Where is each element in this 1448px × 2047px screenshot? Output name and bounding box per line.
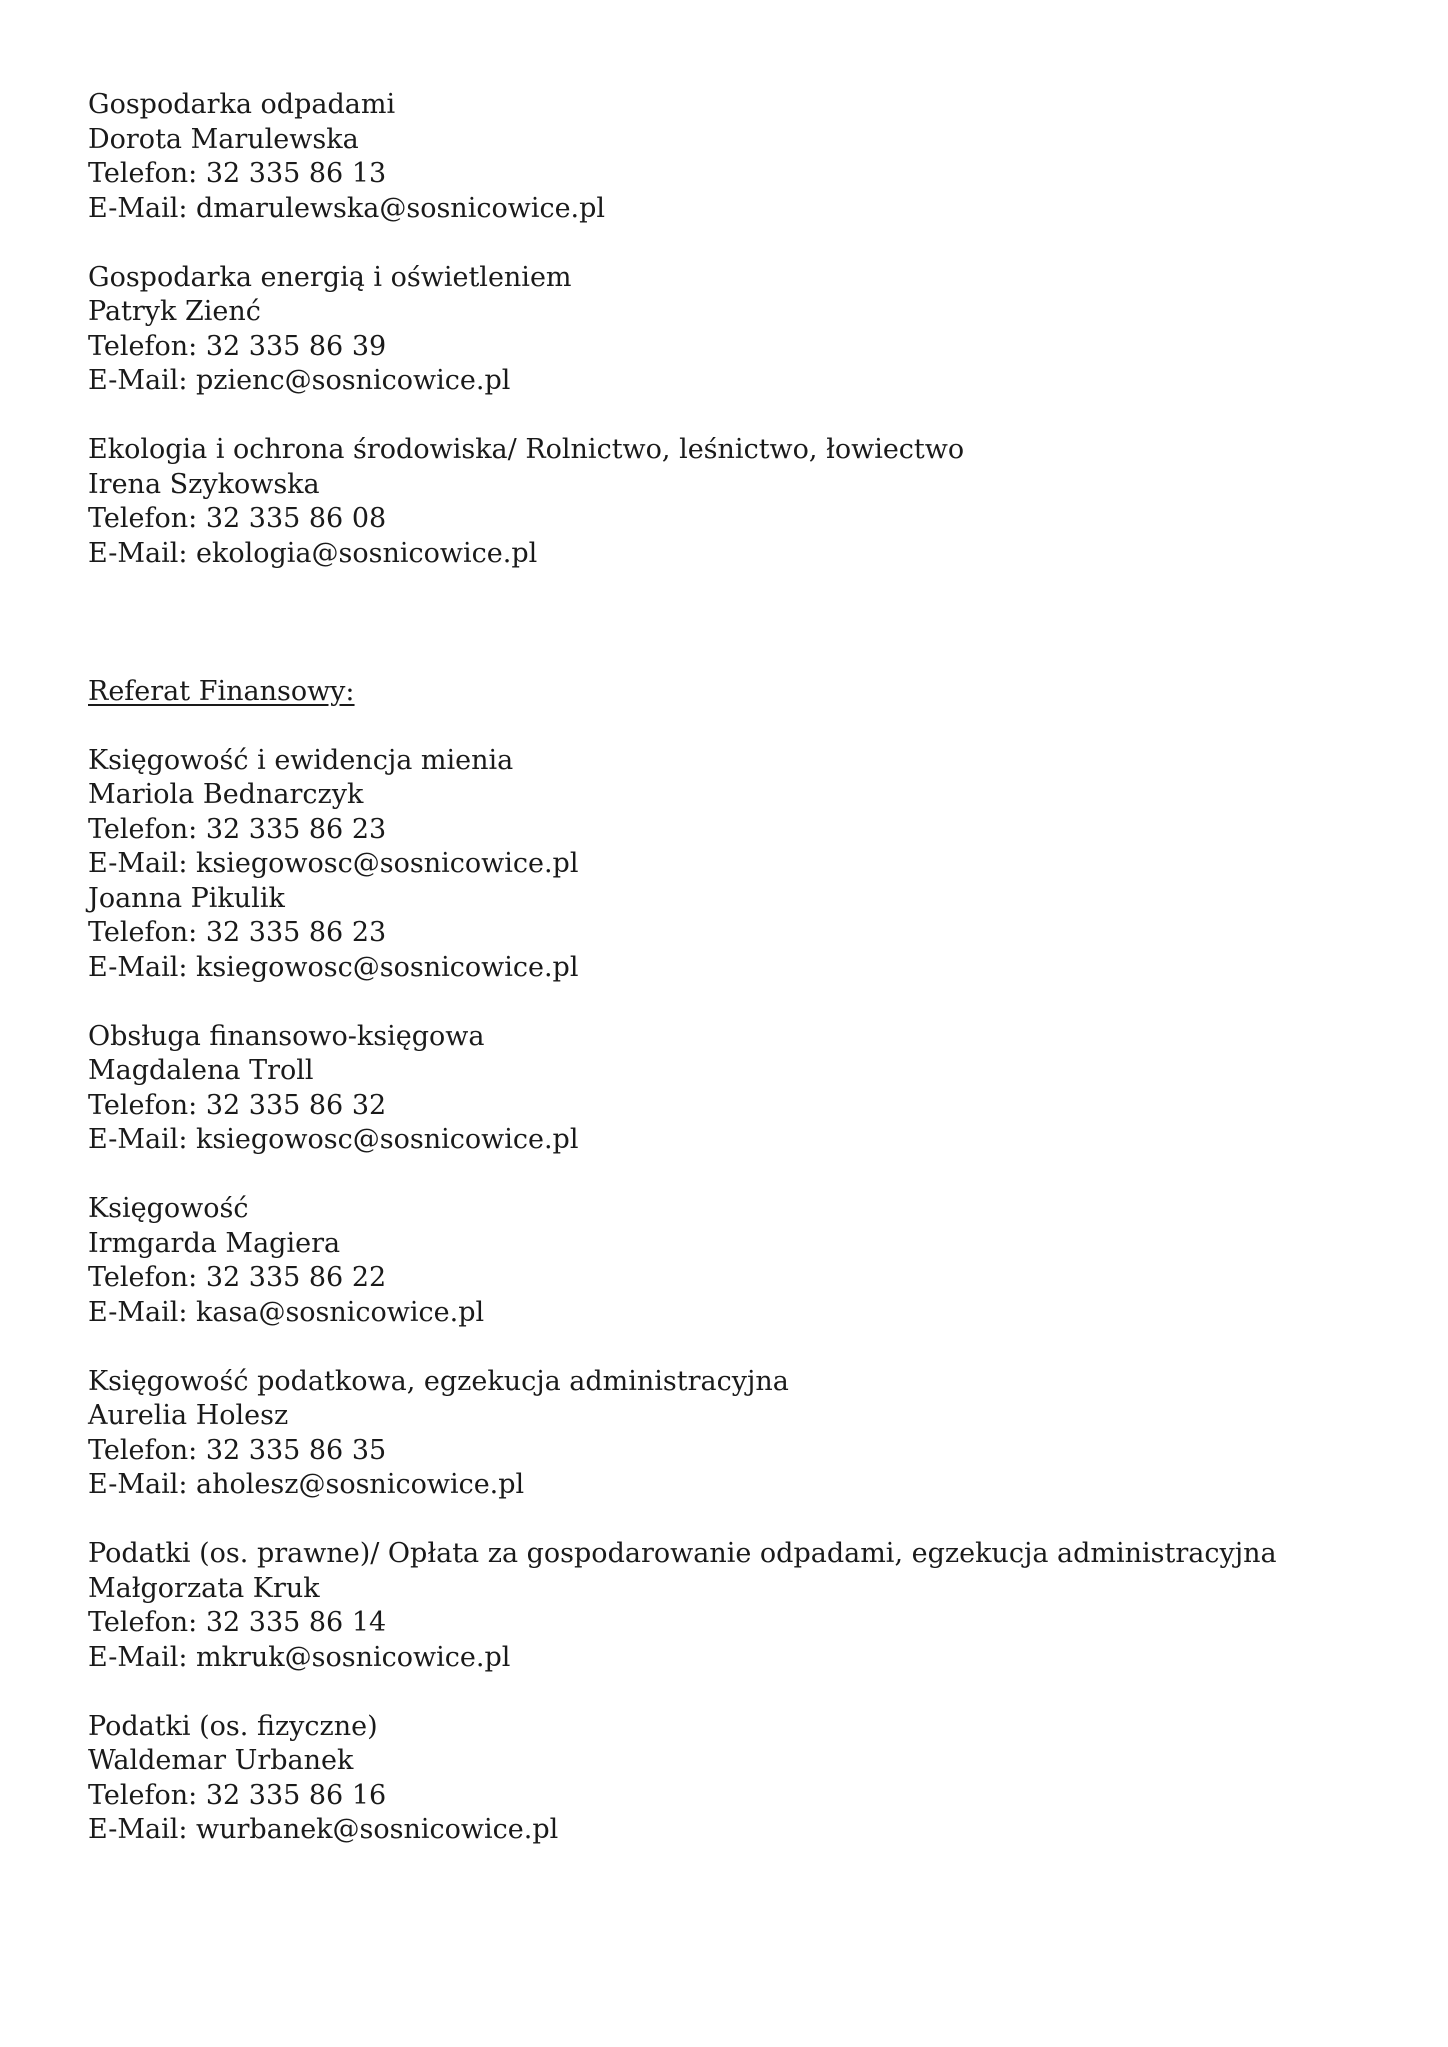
contact-phone: Telefon: 32 335 86 23 xyxy=(88,917,387,948)
contact-email: E-Mail: pzienc@sosnicowice.pl xyxy=(88,365,511,396)
contact-phone: Telefon: 32 335 86 22 xyxy=(88,1262,387,1293)
group-title: Księgowość podatkowa, egzekucja administracyjna xyxy=(88,1365,789,1397)
group-title: Gospodarka energią i oświetleniem xyxy=(88,261,572,293)
contact-name: Joanna Pikulik xyxy=(88,882,285,914)
contact-name: Waldemar Urbanek xyxy=(88,1745,354,1776)
group-title: Podatki (os. prawne)/ Opłata za gospodarowanie odpadami, egzekucja administracyjna xyxy=(88,1538,1277,1569)
document-page xyxy=(88,88,1368,1848)
contact-name: Aurelia Holesz xyxy=(88,1400,289,1431)
contact-group xyxy=(88,1710,1368,1848)
contact-name: Irena Szykowska xyxy=(88,468,320,500)
contact-email: E-Mail: ksiegowosc@sosnicowice.pl xyxy=(88,951,579,983)
contact-phone: Telefon: 32 335 86 39 xyxy=(88,330,387,362)
contact-group xyxy=(88,261,1368,399)
contact-phone: Telefon: 32 335 86 32 xyxy=(88,1089,387,1121)
contact-phone: Telefon: 32 335 86 13 xyxy=(88,158,387,189)
contact-name: Dorota Marulewska xyxy=(88,123,359,155)
contact-group xyxy=(88,1365,1368,1503)
contact-email: E-Mail: ksiegowosc@sosnicowice.pl xyxy=(88,848,579,879)
contact-group xyxy=(88,88,1368,226)
group-title: Księgowość i ewidencja mienia xyxy=(88,744,514,776)
contact-phone: Telefon: 32 335 86 14 xyxy=(88,1607,387,1638)
contact-name: Mariola Bednarczyk xyxy=(88,779,364,810)
section-heading: Referat Finansowy: xyxy=(88,675,355,707)
contact-email: E-Mail: aholesz@sosnicowice.pl xyxy=(88,1469,525,1500)
contact-phone: Telefon: 32 335 86 08 xyxy=(88,503,387,534)
contact-group xyxy=(88,1192,1368,1330)
contact-name: Irmgarda Magiera xyxy=(88,1227,341,1259)
contact-phone: Telefon: 32 335 86 35 xyxy=(88,1434,387,1466)
contact-phone: Telefon: 32 335 86 16 xyxy=(88,1779,387,1811)
contact-group xyxy=(88,1020,1368,1158)
contact-name: Magdalena Troll xyxy=(88,1055,314,1086)
group-title: Podatki (os. fizyczne) xyxy=(88,1710,378,1742)
contact-email: E-Mail: dmarulewska@sosnicowice.pl xyxy=(88,192,606,224)
contact-email: E-Mail: ksiegowosc@sosnicowice.pl xyxy=(88,1124,579,1155)
group-title: Księgowość xyxy=(88,1193,249,1224)
contact-email: E-Mail: mkruk@sosnicowice.pl xyxy=(88,1641,511,1673)
contact-email: E-Mail: wurbanek@sosnicowice.pl xyxy=(88,1814,559,1845)
contact-phone: Telefon: 32 335 86 23 xyxy=(88,813,387,845)
contact-group xyxy=(88,433,1368,571)
contact-group xyxy=(88,1537,1368,1675)
contact-email: E-Mail: ekologia@sosnicowice.pl xyxy=(88,537,538,569)
group-title: Gospodarka odpadami xyxy=(88,89,396,120)
contact-name: Patryk Zienć xyxy=(88,296,261,327)
contact-group xyxy=(88,744,1368,986)
contact-email: E-Mail: kasa@sosnicowice.pl xyxy=(88,1296,485,1328)
group-title: Ekologia i ochrona środowiska/ Rolnictwo, leśnictwo, łowiectwo xyxy=(88,434,965,465)
contact-name: Małgorzata Kruk xyxy=(88,1572,320,1604)
group-title: Obsługa finansowo-księgowa xyxy=(88,1020,485,1052)
